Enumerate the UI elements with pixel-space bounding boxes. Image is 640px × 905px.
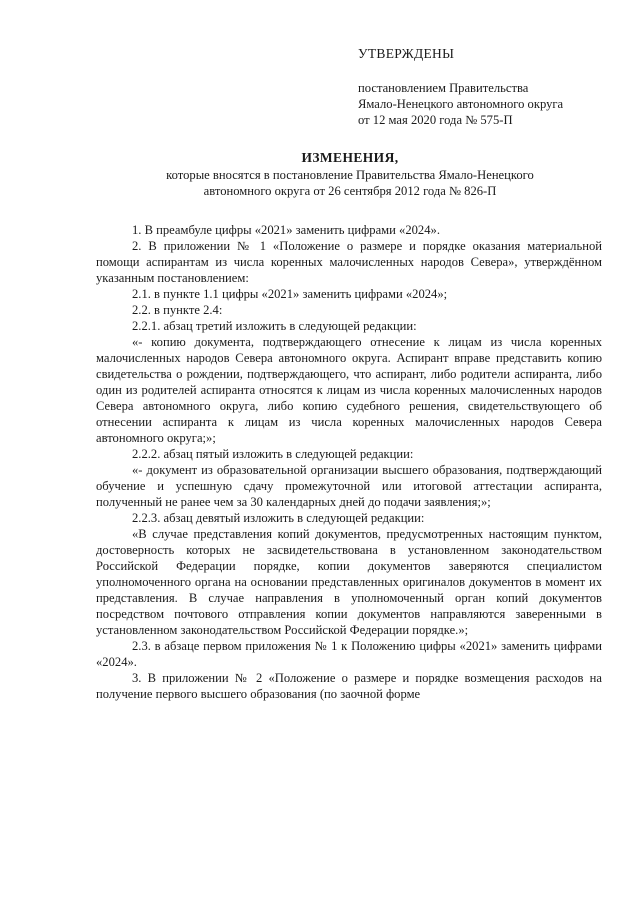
document-body bbox=[96, 222, 602, 702]
approval-line-2: Ямало-Ненецкого автономного округа bbox=[358, 97, 564, 111]
paragraph-item-2-2-1: 2.2.1. абзац третий изложить в следующей редакции: bbox=[132, 319, 417, 333]
approval-line-3: от 12 мая 2020 года № 575-П bbox=[358, 113, 513, 127]
approval-stamp-block bbox=[358, 46, 628, 128]
paragraph-item-2-1: 2.1. в пункте 1.1 цифры «2021» заменить цифрами «2024»; bbox=[132, 287, 448, 301]
paragraph-item-2-3: 2.3. в абзаце первом приложения № 1 к Положению цифры «2021» заменить цифрами «2024». bbox=[96, 639, 602, 669]
approval-heading: УТВЕРЖДЕНЫ bbox=[358, 46, 455, 61]
approval-line-1: постановлением Правительства bbox=[358, 81, 529, 95]
paragraph-item-2: 2. В приложении № 1 «Положение о размере и порядке оказания материальной помощи аспирантам из числа коренных малочисленных народов Севера», утверждённом указанным постановлением: bbox=[96, 239, 602, 285]
paragraph-item-2-2: 2.2. в пункте 2.4: bbox=[132, 303, 223, 317]
document-subtitle-line-2: автономного округа от 26 сентября 2012 года № 826-П bbox=[203, 184, 497, 198]
document-heading bbox=[90, 150, 610, 199]
paragraph-item-2-2-2: 2.2.2. абзац пятый изложить в следующей редакции: bbox=[132, 447, 414, 461]
paragraph-quote-1: «- копию документа, подтверждающего отнесение к лицам из числа коренных малочисленных народов Севера автономного округа. Аспирант вправе представить копию свидетельства о рождении, подтверждающего, что аспирант, либо родители аспиранта, либо один из родителей аспиранта относятся к лицам из числа коренных малочисленных народов Севера автономного округа, либо копию судебного решения, свидетельствующего об отнесении аспиранта к лицам из числа коренных малочисленных народов Севера автономного округа;»; bbox=[96, 335, 602, 445]
paragraph-item-1: 1. В преамбуле цифры «2021» заменить цифрами «2024». bbox=[132, 223, 440, 237]
document-title: ИЗМЕНЕНИЯ, bbox=[301, 150, 399, 165]
paragraph-quote-3: «В случае представления копий документов, предусмотренных настоящим пунктом, достоверность которых не засвидетельствована в установленном законодательством Российской Федерации порядке, копии документов заверяются специалистом уполномоченного органа на основании представленных оригиналов документов в момент их представления. В случае направления в уполномоченный орган копий документов посредством почтового отправления копии документов направляются заверенными в установленном законодательством Российской Федерации порядке.»; bbox=[96, 527, 602, 637]
paragraph-quote-2: «- документ из образовательной организации высшего образования, подтверждающий обучение и успешную сдачу промежуточной или итоговой аттестации аспиранта, полученный не ранее чем за 30 календарных дней до подачи заявления;»; bbox=[96, 463, 602, 509]
paragraph-item-3: 3. В приложении № 2 «Положение о размере и порядке возмещения расходов на получение первого высшего образования (по заочной форме bbox=[96, 671, 602, 701]
paragraph-item-2-2-3: 2.2.3. абзац девятый изложить в следующей редакции: bbox=[132, 511, 425, 525]
document-subtitle-line-1: которые вносятся в постановление Правительства Ямало-Ненецкого bbox=[166, 168, 534, 182]
